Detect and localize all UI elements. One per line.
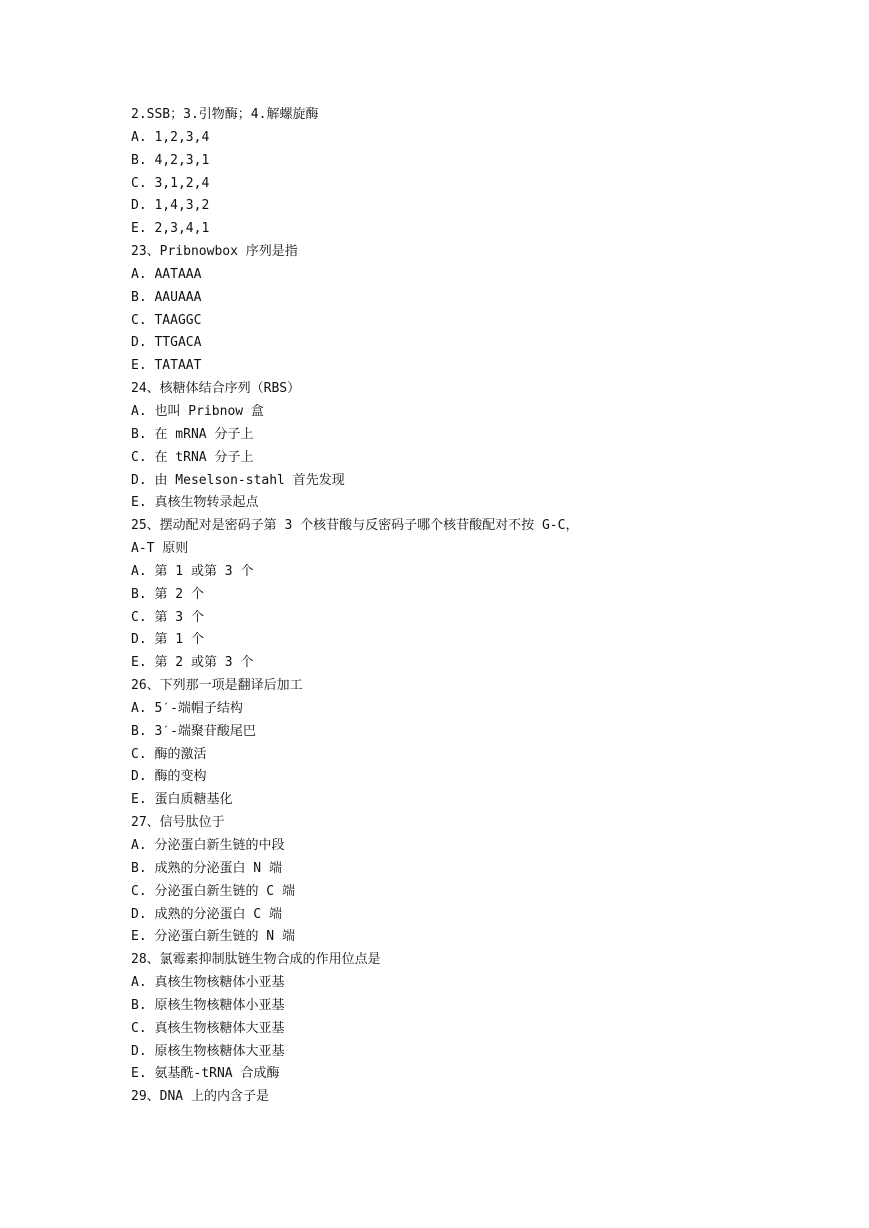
option-line: E. TATAAT (131, 358, 202, 374)
option-line: B. 3ˊ-端聚苷酸尾巴 (131, 723, 256, 739)
option-line: B. 原核生物核糖体小亚基 (131, 997, 285, 1013)
option-line: C. 3,1,2,4 (131, 175, 210, 191)
option-line: E. 分泌蛋白新生链的 N 端 (131, 929, 295, 945)
text-line: 2.SSB；3.引物酶；4.解螺旋酶 (131, 107, 319, 122)
option-line: B. 第 2 个 (131, 586, 204, 602)
question-line: 25、摆动配对是密码子第 3 个核苷酸与反密码子哪个核苷酸配对不按 G-C， (131, 518, 579, 534)
option-line: C. 第 3 个 (131, 609, 204, 625)
option-line: D. 第 1 个 (131, 632, 204, 648)
option-line: E. 第 2 或第 3 个 (131, 655, 254, 671)
option-line: A. 5ˊ-端帽子结构 (131, 700, 243, 716)
question-line: 23、Pribnowbox 序列是指 (131, 244, 298, 260)
question-line: 28、氯霉素抑制肽链生物合成的作用位点是 (131, 952, 381, 968)
option-line: E. 2,3,4,1 (131, 221, 210, 237)
option-line: D. 由 Meselson-stahl 首先发现 (131, 472, 345, 488)
option-line: C. 酶的激活 (131, 746, 207, 762)
question-line: 24、核糖体结合序列（RBS） (131, 381, 301, 397)
option-line: A. 分泌蛋白新生链的中段 (131, 838, 285, 853)
option-line: D. 酶的变构 (131, 769, 207, 785)
option-line: C. TAAGGC (131, 312, 202, 328)
option-line: D. 成熟的分泌蛋白 C 端 (131, 906, 282, 922)
option-line: B. 4,2,3,1 (131, 152, 210, 168)
option-line: D. 原核生物核糖体大亚基 (131, 1043, 285, 1059)
option-line: C. 在 tRNA 分子上 (131, 449, 254, 465)
question-line: 27、信号肽位于 (131, 815, 225, 831)
option-line: E. 真核生物转录起点 (131, 495, 259, 511)
option-line: A. 第 1 或第 3 个 (131, 563, 254, 579)
option-line: A. AATAAA (131, 266, 202, 282)
question-line-continued: A-T 原则 (131, 541, 189, 557)
option-line: B. 在 mRNA 分子上 (131, 426, 254, 442)
option-line: D. 1,4,3,2 (131, 198, 210, 214)
option-line: A. 1,2,3,4 (131, 129, 210, 145)
option-line: A. 真核生物核糖体小亚基 (131, 975, 285, 991)
document-page (131, 104, 831, 1109)
option-line: B. 成熟的分泌蛋白 N 端 (131, 860, 282, 876)
question-line: 26、下列那一项是翻译后加工 (131, 678, 303, 694)
option-line: E. 氨基酰-tRNA 合成酶 (131, 1066, 280, 1082)
option-line: B. AAUAAA (131, 289, 202, 305)
option-line: C. 分泌蛋白新生链的 C 端 (131, 883, 295, 899)
option-line: E. 蛋白质糖基化 (131, 792, 233, 808)
option-line: C. 真核生物核糖体大亚基 (131, 1020, 285, 1036)
option-line: D. TTGACA (131, 335, 202, 351)
option-line: A. 也叫 Pribnow 盒 (131, 403, 264, 419)
question-line: 29、DNA 上的内含子是 (131, 1089, 269, 1105)
